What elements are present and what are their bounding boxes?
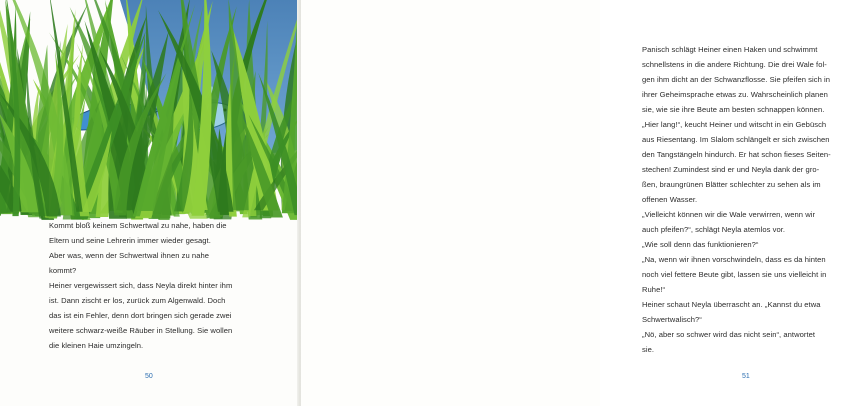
text-line: den Tangstängeln hindurch. Er hat schon fieses Seiten-: [642, 150, 831, 159]
illustration-svg: [0, 0, 299, 215]
text-line: sie, wie sie ihre Beute am besten schnappen können.: [642, 105, 825, 114]
text-line: „Nö, aber so schwer wird das nicht sein“, antwortet: [642, 330, 816, 339]
text-line: Eltern und seine Lehrerin immer wieder gesagt.: [49, 236, 211, 245]
text-line: noch viel fettere Beute gibt, lassen sie uns vielleicht in: [642, 270, 827, 279]
text-line: „Na, wenn wir ihnen vorschwindeln, dass es da hinten: [642, 255, 826, 264]
text-line: schnellstens in die andere Richtung. Die drei Wale fol-: [642, 60, 827, 69]
text-line: Panisch schlägt Heiner einen Haken und schwimmt: [642, 45, 818, 54]
left-page-text: [49, 218, 284, 353]
text-line: aus Riesentang. Im Slalom schlängelt er sich zwischen: [642, 135, 830, 144]
text-line: Schwertwalisch?“: [642, 315, 702, 324]
text-line: ist. Dann zischt er los, zurück zum Algenwald. Doch: [49, 296, 226, 305]
text-line: das ist ein Fehler, denn dort bringen sich gerade zwei: [49, 311, 232, 320]
text-line: weitere schwarz-weiße Räuber in Stellung. Sie wollen: [49, 326, 233, 335]
text-line: ihrer Geheimsprache etwas zu. Wahrscheinlich planen: [642, 90, 828, 99]
text-line: sie.: [642, 345, 655, 354]
right-page: [301, 0, 831, 406]
text-line: Kommt bloß keinem Schwertwal zu nahe, haben die: [49, 221, 227, 230]
text-line: Heiner vergewissert sich, dass Neyla direkt hinter ihm: [49, 281, 233, 290]
text-line: Aber was, wenn der Schwertwal ihnen zu nahe: [49, 251, 210, 260]
text-line: Heiner schaut Neyla überrascht an. „Kannst du etwa: [642, 300, 821, 309]
right-page-text: [642, 42, 867, 357]
seaweed-sharks-illustration: [0, 0, 299, 215]
text-line: „Wie soll denn das funktionieren?“: [642, 240, 759, 249]
text-line: auch pfeifen?“, schlägt Neyla atemlos vor.: [642, 225, 786, 234]
page-number-right: 51: [742, 373, 750, 380]
text-line: stechen! Zumindest sind er und Neyla dank der gro-: [642, 165, 820, 174]
text-line: die kleinen Haie umzingeln.: [49, 341, 144, 350]
text-line: ßen, braungrünen Blätter schlechter zu sehen als im: [642, 180, 821, 189]
left-page: [0, 0, 299, 406]
text-line: gen ihm dicht an der Schwanzflosse. Sie pfeifen sich in: [642, 75, 831, 84]
text-line: kommt?: [49, 266, 77, 275]
text-line: „Vielleicht können wir die Wale verwirren, wenn wir: [642, 210, 816, 219]
page-number-left: 50: [145, 373, 153, 380]
text-line: „Hier lang!“, keucht Heiner und witscht in ein Gebüsch: [642, 120, 827, 129]
text-line: Ruhe!“: [642, 285, 666, 294]
text-line: offenen Wasser.: [642, 195, 698, 204]
